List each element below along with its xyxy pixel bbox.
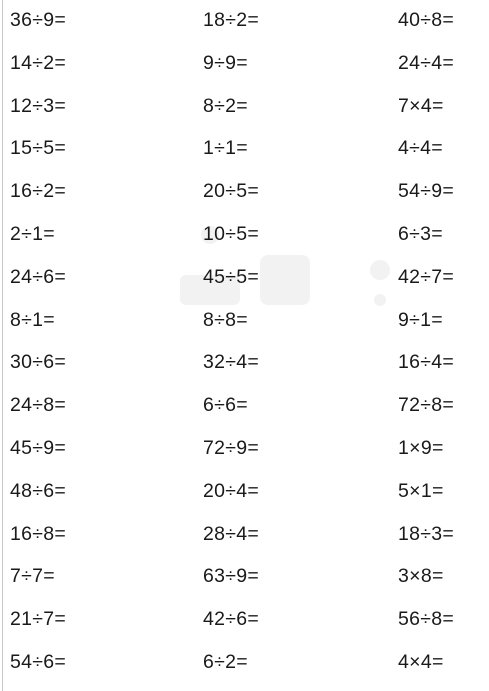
problem-14-3: 3×8= bbox=[398, 565, 444, 588]
problem-5-3: 54÷9= bbox=[398, 180, 455, 203]
problem-11-3: 1×9= bbox=[398, 437, 444, 459]
problem-6-3: 6÷3= bbox=[398, 223, 443, 245]
problem-4-2: 1÷1= bbox=[203, 137, 248, 160]
problem-14-2: 63÷9= bbox=[203, 565, 260, 588]
problem-12-1: 48÷6= bbox=[10, 479, 67, 502]
problem-16-1: 54÷6= bbox=[10, 651, 67, 673]
problem-9-2: 32÷4= bbox=[203, 351, 260, 374]
problem-13-3: 18÷3= bbox=[398, 522, 455, 545]
problem-8-3: 9÷1= bbox=[398, 308, 443, 331]
problem-8-1: 8÷1= bbox=[10, 308, 55, 331]
problem-7-2: 45÷5= bbox=[203, 265, 260, 288]
problem-2-3: 24÷4= bbox=[398, 51, 455, 74]
problem-4-3: 4÷4= bbox=[398, 137, 443, 160]
problem-16-3: 4×4= bbox=[398, 651, 444, 673]
problem-11-2: 72÷9= bbox=[203, 437, 260, 459]
problem-5-1: 16÷2= bbox=[10, 180, 67, 203]
problem-7-3: 42÷7= bbox=[398, 265, 455, 288]
problem-10-2: 6÷6= bbox=[203, 394, 248, 417]
problem-6-1: 2÷1= bbox=[10, 223, 55, 245]
problem-8-2: 8÷8= bbox=[203, 308, 248, 331]
problem-9-3: 16÷4= bbox=[398, 351, 455, 374]
problem-5-2: 20÷5= bbox=[203, 180, 260, 203]
problem-13-1: 16÷8= bbox=[10, 522, 67, 545]
problem-15-3: 56÷8= bbox=[398, 608, 455, 631]
problem-15-2: 42÷6= bbox=[203, 608, 260, 631]
problem-15-1: 21÷7= bbox=[10, 608, 67, 631]
problem-2-1: 14÷2= bbox=[10, 51, 67, 74]
problem-1-3: 40÷8= bbox=[398, 9, 455, 31]
problem-3-1: 12÷3= bbox=[10, 94, 67, 117]
problem-6-2: 10÷5= bbox=[203, 223, 260, 245]
problem-7-1: 24÷6= bbox=[10, 265, 67, 288]
problem-12-2: 20÷4= bbox=[203, 479, 260, 502]
problem-13-2: 28÷4= bbox=[203, 522, 260, 545]
problem-2-2: 9÷9= bbox=[203, 51, 248, 74]
problem-10-3: 72÷8= bbox=[398, 394, 455, 417]
problem-3-3: 7×4= bbox=[398, 94, 444, 117]
problem-3-2: 8÷2= bbox=[203, 94, 248, 117]
problem-1-2: 18÷2= bbox=[203, 9, 260, 31]
problem-9-1: 30÷6= bbox=[10, 351, 67, 374]
problem-11-1: 45÷9= bbox=[10, 437, 67, 459]
problem-4-1: 15÷5= bbox=[10, 137, 67, 160]
problem-1-1: 36÷9= bbox=[10, 9, 67, 31]
problem-16-2: 6÷2= bbox=[203, 651, 248, 673]
problem-14-1: 7÷7= bbox=[10, 565, 55, 588]
problem-10-1: 24÷8= bbox=[10, 394, 67, 417]
problem-12-3: 5×1= bbox=[398, 479, 444, 502]
